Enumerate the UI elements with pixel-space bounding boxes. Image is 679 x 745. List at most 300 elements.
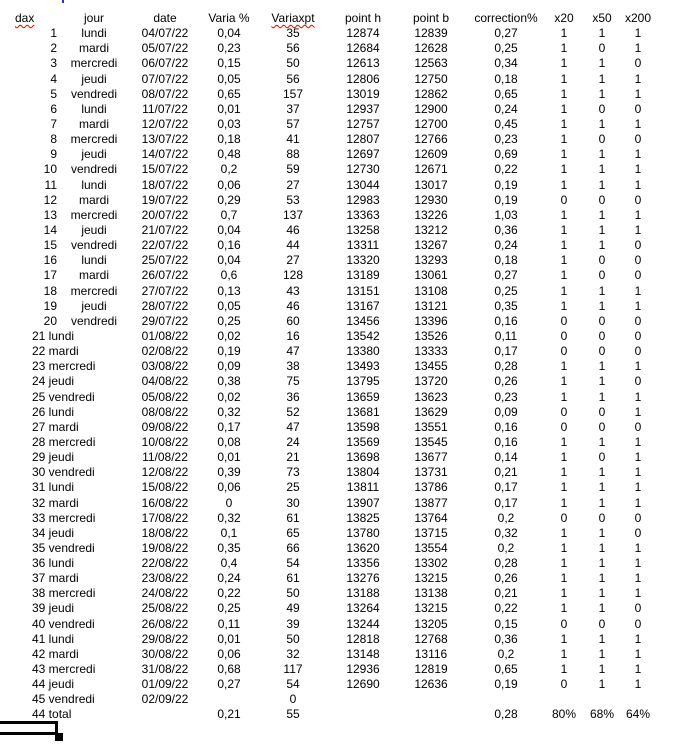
cell-variaxpt[interactable]: 50 xyxy=(286,586,300,601)
cell-correction[interactable]: 0,15 xyxy=(494,616,518,631)
cell-x20[interactable]: 0 xyxy=(560,677,568,692)
cell-pointh[interactable] xyxy=(328,707,398,722)
cell-x50[interactable]: 1 xyxy=(598,434,606,449)
cell-varia[interactable]: 0,21 xyxy=(217,707,241,722)
cell-x20[interactable]: 1 xyxy=(560,389,568,404)
cell-date[interactable]: 22/08/22 xyxy=(141,556,189,571)
cell-variaxpt[interactable]: 46 xyxy=(286,222,300,237)
cell-varia[interactable]: 0,39 xyxy=(217,465,241,480)
cell-x200[interactable] xyxy=(624,692,652,707)
cell-x200[interactable]: 64% xyxy=(625,707,651,722)
cell-x20[interactable]: 1 xyxy=(560,207,568,222)
cell-pointb[interactable]: 13121 xyxy=(414,298,448,313)
cell-pointh[interactable]: 12757 xyxy=(346,116,380,131)
cell-varia[interactable]: 0,01 xyxy=(217,631,241,646)
cell-date[interactable]: 08/07/22 xyxy=(141,86,189,101)
cell-date[interactable]: 10/08/22 xyxy=(141,434,189,449)
cell-correction[interactable]: 0,65 xyxy=(494,86,518,101)
cell-variaxpt[interactable]: 57 xyxy=(286,116,300,131)
cell-pointh[interactable]: 13019 xyxy=(346,86,380,101)
cell-variaxpt[interactable]: 47 xyxy=(286,344,300,359)
cell-varia[interactable]: 0,02 xyxy=(217,328,241,343)
cell-x20[interactable]: 1 xyxy=(560,571,568,586)
cell-pointb[interactable]: 12930 xyxy=(414,192,448,207)
cell-pointh[interactable]: 12807 xyxy=(346,132,380,147)
cell-num-jour[interactable]: 45 vendredi xyxy=(32,692,95,707)
cell-correction[interactable]: 0,22 xyxy=(494,162,518,177)
cell-variaxpt[interactable]: 21 xyxy=(286,450,300,465)
cell-x200[interactable]: 0 xyxy=(634,238,642,253)
cell-pointb[interactable]: 13786 xyxy=(414,480,448,495)
cell-pointb[interactable]: 12900 xyxy=(414,101,448,116)
cell-pointh[interactable]: 12806 xyxy=(346,71,380,86)
cell-pointh[interactable]: 13811 xyxy=(346,480,380,495)
cell-correction[interactable]: 0,16 xyxy=(494,434,518,449)
cell-x50[interactable]: 1 xyxy=(598,662,606,677)
cell-num[interactable]: 4 xyxy=(50,71,57,86)
cell-correction[interactable]: 0,32 xyxy=(494,525,518,540)
cell-jour[interactable]: jeudi xyxy=(81,71,107,86)
cell-varia[interactable]: 0,09 xyxy=(217,359,241,374)
cell-variaxpt[interactable]: 56 xyxy=(286,71,300,86)
cell-pointh[interactable]: 13244 xyxy=(346,616,380,631)
cell-varia[interactable]: 0,27 xyxy=(217,677,241,692)
cell-pointh[interactable]: 13320 xyxy=(346,253,380,268)
cell-pointb[interactable]: 13720 xyxy=(414,374,448,389)
cell-correction[interactable]: 0,25 xyxy=(494,283,518,298)
cell-pointh[interactable]: 13264 xyxy=(346,601,380,616)
cell-num-jour[interactable]: 28 mercredi xyxy=(32,434,96,449)
cell-pointb[interactable]: 13554 xyxy=(414,540,448,555)
cell-x50[interactable]: 1 xyxy=(598,359,606,374)
cell-pointb[interactable] xyxy=(398,707,464,722)
cell-x50[interactable]: 1 xyxy=(598,389,606,404)
cell-num[interactable]: 10 xyxy=(43,162,57,177)
cell-date[interactable]: 19/07/22 xyxy=(141,192,189,207)
cell-correction[interactable]: 0,19 xyxy=(494,192,518,207)
cell-variaxpt[interactable]: 32 xyxy=(286,646,300,661)
cell-variaxpt[interactable]: 35 xyxy=(286,26,300,41)
cell-x50[interactable]: 1 xyxy=(598,677,606,692)
cell-x50[interactable]: 0 xyxy=(598,344,606,359)
cell-num-jour[interactable]: 36 lundi xyxy=(32,556,75,571)
cell-x20[interactable]: 0 xyxy=(560,313,568,328)
cell-x20[interactable]: 1 xyxy=(560,298,568,313)
cell-x50[interactable]: 1 xyxy=(598,71,606,86)
cell-variaxpt[interactable]: 117 xyxy=(283,662,303,677)
cell-x200[interactable]: 0 xyxy=(634,601,642,616)
cell-pointb[interactable]: 13116 xyxy=(414,646,448,661)
cell-varia[interactable]: 0,05 xyxy=(217,298,241,313)
cell-x50[interactable]: 0 xyxy=(598,328,606,343)
cell-pointb[interactable]: 13017 xyxy=(414,177,448,192)
cell-variaxpt[interactable]: 37 xyxy=(286,101,300,116)
cell-num-jour[interactable]: 31 lundi xyxy=(32,480,75,495)
cell-x200[interactable]: 1 xyxy=(634,116,642,131)
cell-num-jour[interactable]: 32 mardi xyxy=(32,495,79,510)
cell-num-jour[interactable]: 25 vendredi xyxy=(32,389,95,404)
cell-pointb[interactable]: 13293 xyxy=(414,253,448,268)
cell-date[interactable]: 22/07/22 xyxy=(141,238,189,253)
cell-jour[interactable]: mardi xyxy=(78,116,109,131)
cell-variaxpt[interactable]: 59 xyxy=(286,162,300,177)
cell-variaxpt[interactable]: 50 xyxy=(286,631,300,646)
cell-correction[interactable]: 0,69 xyxy=(494,147,518,162)
cell-pointb[interactable]: 13551 xyxy=(414,419,448,434)
cell-x50[interactable]: 0 xyxy=(598,419,606,434)
cell-pointb[interactable]: 13215 xyxy=(414,571,448,586)
cell-x20[interactable]: 1 xyxy=(560,283,568,298)
cell-x200[interactable]: 1 xyxy=(634,147,642,162)
cell-jour[interactable]: vendredi xyxy=(70,162,118,177)
cell-varia[interactable]: 0,65 xyxy=(217,86,241,101)
cell-num-jour[interactable]: 30 vendredi xyxy=(32,465,95,480)
cell-jour[interactable]: jeudi xyxy=(81,298,107,313)
cell-correction[interactable]: 0,18 xyxy=(494,71,518,86)
cell-correction[interactable]: 0,2 xyxy=(497,646,515,661)
cell-x50[interactable]: 68% xyxy=(589,707,615,722)
cell-x200[interactable]: 1 xyxy=(634,465,642,480)
cell-x200[interactable]: 0 xyxy=(634,328,642,343)
cell-date[interactable]: 02/08/22 xyxy=(141,344,189,359)
cell-x50[interactable]: 1 xyxy=(598,601,606,616)
cell-x50[interactable]: 1 xyxy=(598,56,606,71)
cell-pointh[interactable]: 13189 xyxy=(346,268,380,283)
cell-correction[interactable] xyxy=(464,692,548,707)
cell-x20[interactable]: 1 xyxy=(560,646,568,661)
cell-correction[interactable]: 0,28 xyxy=(494,556,518,571)
column-header-date[interactable] xyxy=(130,11,200,26)
cell-date[interactable]: 26/08/22 xyxy=(141,616,189,631)
cell-num[interactable]: 6 xyxy=(50,101,57,116)
cell-varia[interactable] xyxy=(200,692,258,707)
cell-varia[interactable]: 0,48 xyxy=(217,147,241,162)
cell-date[interactable]: 31/08/22 xyxy=(141,662,189,677)
cell-correction[interactable]: 0,36 xyxy=(494,222,518,237)
cell-correction[interactable]: 0,24 xyxy=(494,101,518,116)
cell-x200[interactable]: 0 xyxy=(634,419,642,434)
cell-correction[interactable]: 0,16 xyxy=(494,313,518,328)
cell-x20[interactable]: 1 xyxy=(560,374,568,389)
cell-correction[interactable]: 0,27 xyxy=(494,26,518,41)
cell-varia[interactable]: 0,1 xyxy=(220,525,238,540)
cell-jour[interactable]: lundi xyxy=(81,101,107,116)
cell-x20[interactable]: 0 xyxy=(560,510,568,525)
cell-pointh[interactable]: 12983 xyxy=(346,192,380,207)
cell-pointb[interactable]: 12563 xyxy=(414,56,448,71)
cell-x50[interactable]: 1 xyxy=(598,525,606,540)
cell-x200[interactable]: 0 xyxy=(634,101,642,116)
cell-x50[interactable]: 1 xyxy=(598,162,606,177)
cell-x50[interactable]: 0 xyxy=(598,253,606,268)
cell-varia[interactable]: 0,24 xyxy=(217,571,241,586)
cell-pointb[interactable]: 12671 xyxy=(414,162,448,177)
cell-variaxpt[interactable]: 41 xyxy=(286,132,300,147)
cell-x20[interactable]: 0 xyxy=(560,328,568,343)
cell-correction[interactable]: 0,19 xyxy=(494,177,518,192)
cell-varia[interactable]: 0,02 xyxy=(217,389,241,404)
cell-date[interactable]: 01/08/22 xyxy=(141,328,189,343)
cell-pointb[interactable] xyxy=(398,692,464,707)
cell-x200[interactable]: 1 xyxy=(634,677,642,692)
cell-correction[interactable]: 0,17 xyxy=(494,495,518,510)
column-header-variaxpt[interactable] xyxy=(258,11,328,26)
cell-date[interactable]: 17/08/22 xyxy=(141,510,189,525)
cell-x200[interactable]: 1 xyxy=(634,283,642,298)
cell-pointb[interactable]: 13205 xyxy=(414,616,448,631)
cell-varia[interactable]: 0,25 xyxy=(217,313,241,328)
cell-date[interactable]: 13/07/22 xyxy=(141,132,189,147)
cell-pointh[interactable]: 13380 xyxy=(346,344,380,359)
cell-x50[interactable]: 1 xyxy=(598,177,606,192)
cell-varia[interactable]: 0,38 xyxy=(217,374,241,389)
cell-pointb[interactable]: 13302 xyxy=(414,556,448,571)
cell-x20[interactable]: 1 xyxy=(560,132,568,147)
cell-variaxpt[interactable]: 53 xyxy=(286,192,300,207)
cell-pointh[interactable]: 13148 xyxy=(346,646,380,661)
column-header-x50[interactable] xyxy=(580,11,624,26)
cell-correction[interactable]: 0,28 xyxy=(494,359,518,374)
cell-num-jour[interactable]: 35 vendredi xyxy=(32,540,95,555)
cell-correction[interactable]: 0,27 xyxy=(494,268,518,283)
cell-x20[interactable]: 1 xyxy=(560,147,568,162)
cell-x50[interactable]: 0 xyxy=(598,313,606,328)
cell-variaxpt[interactable]: 39 xyxy=(286,616,300,631)
cell-pointb[interactable]: 13731 xyxy=(414,465,448,480)
cell-pointh[interactable]: 12697 xyxy=(346,147,380,162)
cell-pointb[interactable]: 13629 xyxy=(414,404,448,419)
cell-x200[interactable]: 1 xyxy=(634,86,642,101)
cell-variaxpt[interactable]: 44 xyxy=(286,238,300,253)
cell-correction[interactable]: 0,11 xyxy=(494,328,518,343)
cell-varia[interactable]: 0,04 xyxy=(217,253,241,268)
cell-varia[interactable]: 0,32 xyxy=(217,510,241,525)
fill-handle-icon[interactable] xyxy=(55,733,63,741)
cell-correction[interactable]: 0,2 xyxy=(497,540,515,555)
cell-date[interactable]: 11/07/22 xyxy=(142,101,188,116)
cell-num[interactable]: 20 xyxy=(43,313,57,328)
cell-varia[interactable]: 0,23 xyxy=(217,41,241,56)
column-header-correction[interactable] xyxy=(464,11,548,26)
cell-pointh[interactable]: 13456 xyxy=(346,313,380,328)
cell-x50[interactable]: 0 xyxy=(598,450,606,465)
cell-pointb[interactable]: 12636 xyxy=(414,677,448,692)
cell-date[interactable]: 30/08/22 xyxy=(141,646,189,661)
cell-pointb[interactable]: 13526 xyxy=(414,328,448,343)
cell-correction[interactable]: 0,16 xyxy=(494,419,518,434)
column-header-pointb[interactable] xyxy=(398,11,464,26)
cell-date[interactable]: 08/08/22 xyxy=(141,404,189,419)
cell-x20[interactable]: 1 xyxy=(560,238,568,253)
cell-x20[interactable]: 1 xyxy=(560,662,568,677)
cell-x20[interactable]: 1 xyxy=(560,41,568,56)
cell-correction[interactable]: 0,45 xyxy=(494,116,518,131)
cell-varia[interactable]: 0,16 xyxy=(217,238,241,253)
cell-varia[interactable]: 0,29 xyxy=(217,192,241,207)
cell-correction[interactable]: 0,23 xyxy=(494,389,518,404)
cell-pointb[interactable]: 12766 xyxy=(414,132,448,147)
cell-variaxpt[interactable]: 66 xyxy=(286,540,300,555)
cell-num-jour[interactable]: 21 lundi xyxy=(32,328,75,343)
cell-date[interactable]: 12/07/22 xyxy=(141,116,189,131)
cell-x50[interactable]: 1 xyxy=(598,86,606,101)
cell-num-jour[interactable]: 29 jeudi xyxy=(32,450,75,465)
cell-x20[interactable]: 0 xyxy=(560,616,568,631)
cell-date[interactable]: 25/08/22 xyxy=(141,601,189,616)
cell-x200[interactable]: 1 xyxy=(634,404,642,419)
cell-variaxpt[interactable]: 75 xyxy=(286,374,300,389)
cell-correction[interactable]: 0,21 xyxy=(494,586,518,601)
cell-varia[interactable]: 0,05 xyxy=(217,71,241,86)
cell-x200[interactable]: 1 xyxy=(634,540,642,555)
cell-x20[interactable]: 1 xyxy=(560,525,568,540)
cell-date[interactable]: 15/07/22 xyxy=(141,162,189,177)
cell-x50[interactable]: 1 xyxy=(598,116,606,131)
cell-x50[interactable]: 1 xyxy=(598,571,606,586)
cell-date[interactable]: 18/07/22 xyxy=(141,177,189,192)
cell-x200[interactable]: 1 xyxy=(634,389,642,404)
cell-variaxpt[interactable]: 27 xyxy=(286,177,300,192)
cell-variaxpt[interactable]: 61 xyxy=(286,510,300,525)
cell-num[interactable]: 15 xyxy=(43,238,57,253)
cell-varia[interactable]: 0,32 xyxy=(217,404,241,419)
cell-num-jour[interactable]: 42 mardi xyxy=(32,646,79,661)
cell-num[interactable]: 16 xyxy=(43,253,57,268)
cell-num[interactable]: 3 xyxy=(50,56,57,71)
cell-x50[interactable]: 0 xyxy=(598,41,606,56)
cell-x20[interactable]: 1 xyxy=(560,162,568,177)
cell-varia[interactable]: 0,17 xyxy=(217,419,241,434)
cell-varia[interactable]: 0,2 xyxy=(220,162,238,177)
cell-num[interactable]: 1 xyxy=(50,26,57,41)
cell-x50[interactable]: 1 xyxy=(598,480,606,495)
cell-pointb[interactable]: 13108 xyxy=(414,283,448,298)
cell-pointh[interactable]: 13363 xyxy=(346,207,380,222)
cell-x20[interactable]: 1 xyxy=(560,116,568,131)
cell-pointb[interactable]: 12768 xyxy=(414,631,448,646)
selected-cell-outline[interactable] xyxy=(0,721,58,735)
cell-varia[interactable]: 0,08 xyxy=(217,434,241,449)
cell-pointh[interactable]: 13804 xyxy=(346,465,380,480)
cell-x20[interactable]: 0 xyxy=(560,404,568,419)
cell-correction[interactable]: 0,36 xyxy=(494,631,518,646)
cell-x20[interactable]: 1 xyxy=(560,253,568,268)
cell-pointh[interactable]: 13188 xyxy=(346,586,380,601)
cell-x20[interactable]: 1 xyxy=(560,434,568,449)
cell-date[interactable]: 12/08/22 xyxy=(141,465,189,480)
cell-variaxpt[interactable]: 47 xyxy=(286,419,300,434)
cell-variaxpt[interactable]: 137 xyxy=(282,207,304,222)
cell-correction[interactable]: 0,09 xyxy=(494,404,518,419)
cell-pointb[interactable]: 12862 xyxy=(414,86,448,101)
cell-date[interactable]: 29/08/22 xyxy=(141,631,189,646)
cell-correction[interactable]: 0,17 xyxy=(494,480,518,495)
cell-pointh[interactable] xyxy=(328,692,398,707)
cell-pointh[interactable]: 13659 xyxy=(346,389,380,404)
cell-pointh[interactable]: 13780 xyxy=(346,525,380,540)
cell-varia[interactable]: 0,19 xyxy=(217,344,241,359)
cell-varia[interactable]: 0,01 xyxy=(217,450,241,465)
cell-num[interactable]: 17 xyxy=(43,268,57,283)
cell-varia[interactable]: 0,04 xyxy=(217,222,241,237)
cell-correction[interactable]: 0,26 xyxy=(494,374,518,389)
cell-pointh[interactable]: 13542 xyxy=(346,328,380,343)
cell-x50[interactable]: 1 xyxy=(598,207,606,222)
cell-x200[interactable]: 0 xyxy=(634,510,642,525)
cell-varia[interactable]: 0,6 xyxy=(220,268,238,283)
cell-x20[interactable]: 1 xyxy=(560,101,568,116)
cell-num[interactable]: 12 xyxy=(43,192,57,207)
cell-variaxpt[interactable]: 30 xyxy=(286,495,300,510)
cell-variaxpt[interactable]: 43 xyxy=(286,283,300,298)
cell-x50[interactable]: 1 xyxy=(598,586,606,601)
cell-num-jour[interactable]: 40 vendredi xyxy=(32,616,95,631)
cell-pointb[interactable]: 13267 xyxy=(414,238,448,253)
cell-varia[interactable]: 0,11 xyxy=(217,616,241,631)
cell-x20[interactable]: 1 xyxy=(560,465,568,480)
cell-pointb[interactable]: 13715 xyxy=(414,525,448,540)
cell-num-jour[interactable]: 43 mercredi xyxy=(32,662,96,677)
cell-x200[interactable]: 1 xyxy=(634,26,642,41)
cell-x20[interactable]: 1 xyxy=(560,556,568,571)
cell-varia[interactable]: 0,06 xyxy=(217,480,241,495)
cell-pointh[interactable]: 13167 xyxy=(346,298,380,313)
cell-pointh[interactable]: 13598 xyxy=(346,419,380,434)
cell-x200[interactable]: 1 xyxy=(634,662,642,677)
cell-pointb[interactable]: 12700 xyxy=(414,116,448,131)
cell-variaxpt[interactable]: 49 xyxy=(286,601,300,616)
cell-x50[interactable]: 1 xyxy=(598,147,606,162)
cell-date[interactable]: 06/07/22 xyxy=(141,56,189,71)
cell-x50[interactable]: 1 xyxy=(598,26,606,41)
cell-correction[interactable]: 0,14 xyxy=(494,450,518,465)
cell-pointh[interactable]: 12937 xyxy=(346,101,380,116)
cell-num[interactable]: 19 xyxy=(43,298,57,313)
cell-variaxpt[interactable]: 25 xyxy=(286,480,300,495)
cell-pointh[interactable]: 13620 xyxy=(346,540,380,555)
cell-variaxpt[interactable]: 56 xyxy=(286,41,300,56)
cell-correction[interactable]: 0,28 xyxy=(494,707,518,722)
cell-pointb[interactable]: 13212 xyxy=(414,222,448,237)
cell-x50[interactable]: 1 xyxy=(598,298,606,313)
cell-variaxpt[interactable]: 73 xyxy=(286,465,300,480)
cell-x50[interactable]: 0 xyxy=(598,268,606,283)
cell-pointh[interactable]: 12730 xyxy=(346,162,380,177)
cell-varia[interactable]: 0,7 xyxy=(220,207,238,222)
cell-x200[interactable]: 1 xyxy=(634,586,642,601)
cell-correction[interactable]: 0,2 xyxy=(497,510,515,525)
column-header-pointh[interactable] xyxy=(328,11,398,26)
cell-x50[interactable]: 1 xyxy=(598,374,606,389)
cell-num-jour[interactable]: 24 jeudi xyxy=(32,374,75,389)
cell-jour[interactable]: lundi xyxy=(81,177,107,192)
cell-correction[interactable]: 0,35 xyxy=(494,298,518,313)
cell-varia[interactable]: 0,22 xyxy=(217,586,241,601)
cell-date[interactable]: 05/07/22 xyxy=(141,41,189,56)
cell-pointh[interactable]: 13356 xyxy=(346,556,380,571)
cell-pointh[interactable]: 12818 xyxy=(346,631,380,646)
cell-x200[interactable]: 1 xyxy=(634,495,642,510)
cell-x200[interactable]: 0 xyxy=(634,313,642,328)
cell-variaxpt[interactable]: 16 xyxy=(286,328,300,343)
cell-num-jour[interactable]: 44 jeudi xyxy=(32,677,75,692)
cell-varia[interactable]: 0,03 xyxy=(217,116,241,131)
cell-x50[interactable]: 0 xyxy=(598,510,606,525)
cell-num[interactable]: 8 xyxy=(50,132,57,147)
cell-num[interactable]: 5 xyxy=(50,86,57,101)
cell-jour[interactable]: mercredi xyxy=(70,283,118,298)
cell-x50[interactable] xyxy=(580,692,624,707)
